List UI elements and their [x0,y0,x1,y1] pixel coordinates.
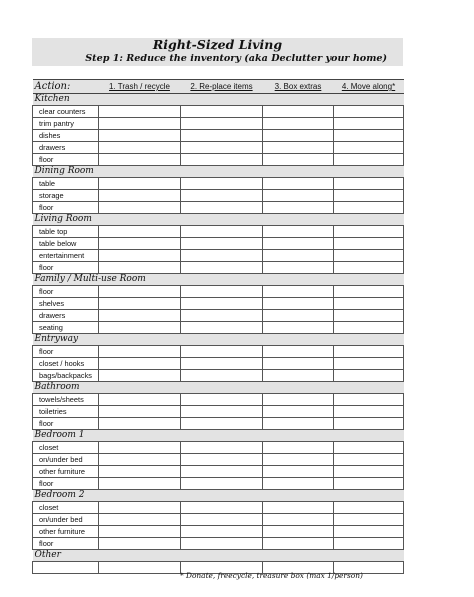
task-row [33,358,404,370]
checkbox-cell[interactable] [181,358,263,370]
task-row [33,190,404,202]
checkbox-cell[interactable] [99,406,181,418]
checkbox-cell[interactable] [263,370,334,382]
checkbox-cell[interactable] [334,418,404,430]
checkbox-cell[interactable] [334,286,404,298]
checkbox-cell[interactable] [99,514,181,526]
checkbox-cell[interactable] [263,178,334,190]
section-title: Living Room [33,214,404,226]
checkbox-cell[interactable] [263,418,334,430]
task-row [33,106,404,118]
checkbox-cell[interactable] [99,478,181,490]
task-label: towels/sheets [33,394,99,406]
task-label: closet [33,502,99,514]
checkbox-cell[interactable] [99,310,181,322]
checkbox-cell[interactable] [334,514,404,526]
checkbox-cell[interactable] [263,130,334,142]
task-label: trim pantry [33,118,99,130]
checkbox-cell[interactable] [181,478,263,490]
checkbox-cell[interactable] [334,118,404,130]
task-row [33,310,404,322]
checkbox-cell[interactable] [334,130,404,142]
checkbox-cell[interactable] [181,142,263,154]
task-label: floor [33,286,99,298]
checkbox-cell[interactable] [99,538,181,550]
checkbox-cell[interactable] [334,526,404,538]
task-label: floor [33,202,99,214]
task-label: seating [33,322,99,334]
task-row [33,478,404,490]
checkbox-cell[interactable] [263,358,334,370]
checkbox-cell[interactable] [181,346,263,358]
checkbox-cell[interactable] [181,106,263,118]
section-row [33,430,404,442]
task-label: table below [33,238,99,250]
checkbox-cell[interactable] [263,526,334,538]
checklist-body [33,80,404,574]
checkbox-cell[interactable] [263,478,334,490]
checkbox-cell[interactable] [334,406,404,418]
task-row [33,286,404,298]
checkbox-cell[interactable] [99,130,181,142]
checkbox-cell[interactable] [263,394,334,406]
task-label [33,562,99,574]
section-title: Kitchen [33,94,404,106]
task-row [33,142,404,154]
checkbox-cell[interactable] [181,154,263,166]
checkbox-cell[interactable] [263,346,334,358]
checkbox-cell[interactable] [263,322,334,334]
section-row [33,382,404,394]
checkbox-cell[interactable] [99,202,181,214]
task-label: shelves [33,298,99,310]
checkbox-cell[interactable] [99,358,181,370]
checkbox-cell[interactable] [181,178,263,190]
checkbox-cell[interactable] [263,454,334,466]
section-title: Other [33,550,404,562]
section-row [33,94,404,106]
checkbox-cell[interactable] [334,442,404,454]
section-row [33,550,404,562]
checkbox-cell[interactable] [181,190,263,202]
checkbox-cell[interactable] [334,466,404,478]
task-label: floor [33,418,99,430]
task-row [33,130,404,142]
checkbox-cell[interactable] [334,454,404,466]
checkbox-cell[interactable] [99,238,181,250]
checkbox-cell[interactable] [99,322,181,334]
task-row [33,298,404,310]
checkbox-cell[interactable] [99,298,181,310]
checkbox-cell[interactable] [334,502,404,514]
column-header-box: 3. Box extras [263,80,334,94]
checkbox-cell[interactable] [181,418,263,430]
section-title: Dining Room [33,166,404,178]
section-title: Entryway [33,334,404,346]
task-label: bags/backpacks [33,370,99,382]
checkbox-cell[interactable] [263,502,334,514]
checkbox-cell[interactable] [99,190,181,202]
checkbox-cell[interactable] [99,286,181,298]
task-row [33,538,404,550]
header-row [33,80,404,94]
checkbox-cell[interactable] [263,142,334,154]
checkbox-cell[interactable] [181,442,263,454]
checkbox-cell[interactable] [263,286,334,298]
checkbox-cell[interactable] [99,502,181,514]
checkbox-cell[interactable] [263,310,334,322]
task-label: floor [33,154,99,166]
task-row [33,466,404,478]
checkbox-cell[interactable] [334,370,404,382]
column-header-replace: 2. Re-place items [181,80,263,94]
checkbox-cell[interactable] [99,346,181,358]
checkbox-cell[interactable] [99,226,181,238]
checkbox-cell[interactable] [334,358,404,370]
checkbox-cell[interactable] [334,310,404,322]
task-label: entertainment [33,250,99,262]
task-label: toiletries [33,406,99,418]
task-row [33,154,404,166]
checkbox-cell[interactable] [263,466,334,478]
task-label: closet [33,442,99,454]
checkbox-cell[interactable] [99,370,181,382]
task-row [33,442,404,454]
checkbox-cell[interactable] [99,250,181,262]
task-row [33,118,404,130]
checkbox-cell[interactable] [181,394,263,406]
task-label: other furniture [33,526,99,538]
task-row [33,370,404,382]
checkbox-cell[interactable] [99,466,181,478]
task-row [33,250,404,262]
task-row [33,262,404,274]
checkbox-cell[interactable] [99,418,181,430]
checkbox-cell[interactable] [263,538,334,550]
task-row [33,178,404,190]
checkbox-cell[interactable] [99,454,181,466]
checkbox-cell[interactable] [99,526,181,538]
task-row [33,406,404,418]
checklist-table [32,79,404,574]
section-title: Family / Multi-use Room [33,274,404,286]
checkbox-cell[interactable] [181,466,263,478]
checkbox-cell[interactable] [181,322,263,334]
checkbox-cell[interactable] [181,406,263,418]
checkbox-cell[interactable] [263,202,334,214]
checkbox-cell[interactable] [181,526,263,538]
task-label: floor [33,346,99,358]
checkbox-cell[interactable] [181,202,263,214]
checkbox-cell[interactable] [181,298,263,310]
checkbox-cell[interactable] [334,322,404,334]
section-row [33,274,404,286]
checkbox-cell[interactable] [99,142,181,154]
task-label: clear counters [33,106,99,118]
checkbox-cell[interactable] [263,190,334,202]
checkbox-cell[interactable] [334,298,404,310]
checkbox-cell[interactable] [181,514,263,526]
checkbox-cell[interactable] [263,106,334,118]
checkbox-cell[interactable] [99,562,181,574]
checkbox-cell[interactable] [181,238,263,250]
task-label: floor [33,538,99,550]
checkbox-cell[interactable] [263,262,334,274]
checkbox-cell[interactable] [263,118,334,130]
checkbox-cell[interactable] [181,286,263,298]
checkbox-cell[interactable] [334,226,404,238]
footnote: * Donate, freecycle, treasure box (max 1/person) [180,571,363,580]
task-row [33,454,404,466]
section-row [33,214,404,226]
checkbox-cell[interactable] [334,142,404,154]
checkbox-cell[interactable] [181,538,263,550]
task-label: drawers [33,310,99,322]
checkbox-cell[interactable] [334,238,404,250]
task-label: drawers [33,142,99,154]
task-label: closet / hooks [33,358,99,370]
page-subtitle: Step 1: Reduce the inventory (aka Declutter your home) [85,53,387,64]
checkbox-cell[interactable] [263,238,334,250]
checkbox-cell[interactable] [334,190,404,202]
checkbox-cell[interactable] [181,502,263,514]
checkbox-cell[interactable] [334,346,404,358]
task-label: other furniture [33,466,99,478]
checkbox-cell[interactable] [334,478,404,490]
task-row [33,394,404,406]
checkbox-cell[interactable] [263,250,334,262]
checkbox-cell[interactable] [263,154,334,166]
task-label: floor [33,478,99,490]
checkbox-cell[interactable] [263,298,334,310]
checkbox-cell[interactable] [99,154,181,166]
checkbox-cell[interactable] [181,130,263,142]
checkbox-cell[interactable] [181,310,263,322]
task-label: table [33,178,99,190]
section-title: Bedroom 1 [33,430,404,442]
task-label: dishes [33,130,99,142]
section-row [33,334,404,346]
section-row [33,490,404,502]
task-row [33,226,404,238]
task-label: storage [33,190,99,202]
task-row [33,202,404,214]
checkbox-cell[interactable] [334,178,404,190]
checkbox-cell[interactable] [181,370,263,382]
task-label: floor [33,262,99,274]
checkbox-cell[interactable] [334,394,404,406]
checkbox-cell[interactable] [99,106,181,118]
task-row [33,502,404,514]
task-row [33,418,404,430]
task-row [33,514,404,526]
task-label: table top [33,226,99,238]
column-header-trash: 1. Trash / recycle [99,80,181,94]
checkbox-cell[interactable] [334,250,404,262]
task-row [33,322,404,334]
checkbox-cell[interactable] [181,250,263,262]
checkbox-cell[interactable] [99,118,181,130]
checkbox-cell[interactable] [99,178,181,190]
checkbox-cell[interactable] [334,106,404,118]
task-label: on/under bed [33,514,99,526]
checkbox-cell[interactable] [263,514,334,526]
section-row [33,166,404,178]
checkbox-cell[interactable] [263,442,334,454]
checkbox-cell[interactable] [181,226,263,238]
page-title: Right-Sized Living [152,37,283,52]
action-header: Action: [33,80,99,94]
checkbox-cell[interactable] [181,118,263,130]
checkbox-cell[interactable] [99,394,181,406]
task-label: on/under bed [33,454,99,466]
checkbox-cell[interactable] [334,538,404,550]
section-title: Bedroom 2 [33,490,404,502]
checkbox-cell[interactable] [181,262,263,274]
task-row [33,346,404,358]
column-header-move: 4. Move along* [334,80,404,94]
checkbox-cell[interactable] [181,454,263,466]
checkbox-cell[interactable] [99,262,181,274]
checkbox-cell[interactable] [263,406,334,418]
task-row [33,238,404,250]
checkbox-cell[interactable] [334,262,404,274]
section-title: Bathroom [33,382,404,394]
checkbox-cell[interactable] [263,226,334,238]
checkbox-cell[interactable] [99,442,181,454]
checkbox-cell[interactable] [334,154,404,166]
checkbox-cell[interactable] [334,202,404,214]
task-row [33,526,404,538]
